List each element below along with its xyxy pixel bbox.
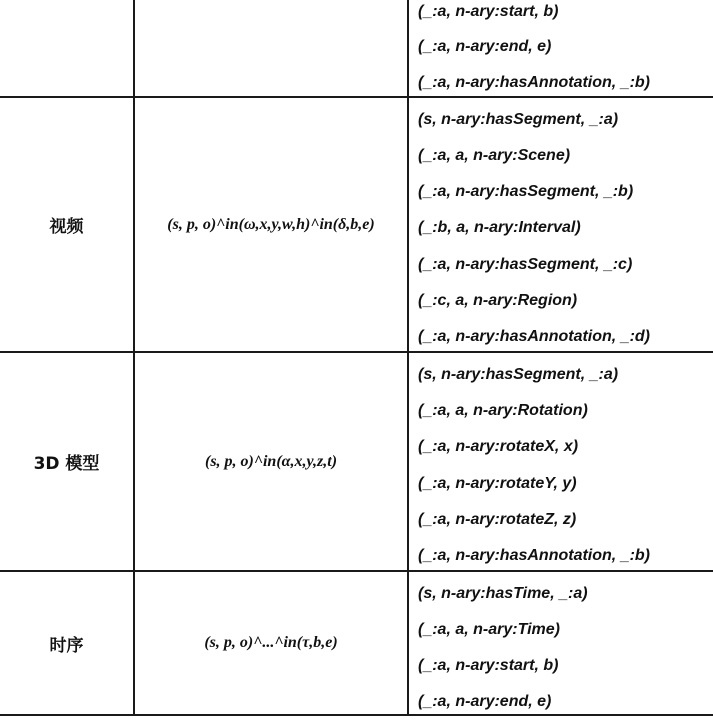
triple: (s, n-ary:hasSegment, _:a)	[418, 111, 619, 128]
formula-cell: (s, p, o)^...^in(τ,b,e)	[204, 634, 338, 651]
triple: (_:a, n-ary:start, b)	[418, 657, 559, 674]
triple: (_:a, n-ary:end, e)	[418, 693, 552, 710]
triple: (_:c, a, n-ary:Region)	[418, 292, 578, 309]
triple: (s, n-ary:hasSegment, _:a)	[418, 366, 619, 383]
triple: (_:a, n-ary:rotateY, y)	[418, 475, 577, 492]
triple: (_:a, n-ary:hasAnnotation, _:b)	[418, 547, 651, 564]
triple: (_:a, a, n-ary:Time)	[418, 621, 560, 638]
triple: (_:a, n-ary:hasAnnotation, _:b)	[418, 74, 651, 91]
table-bottom-border	[0, 714, 713, 716]
formula-cell: (s, p, o)^in(α,x,y,z,t)	[204, 452, 338, 470]
triple: (_:a, n-ary:hasSegment, _:c)	[418, 256, 633, 273]
triple: (_:a, n-ary:end, e)	[418, 38, 552, 55]
formula-cell: (s, p, o)^in(ω,x,y,w,h)^in(δ,b,e)	[167, 215, 375, 233]
media-type-cell: 时序	[49, 635, 84, 656]
triple: (_:b, a, n-ary:Interval)	[418, 219, 581, 236]
triple: (_:a, n-ary:rotateX, x)	[418, 438, 579, 455]
triple: (_:a, a, n-ary:Scene)	[418, 147, 571, 164]
triple: (_:a, n-ary:rotateZ, z)	[418, 511, 577, 528]
column-divider	[407, 0, 409, 716]
triple: (_:a, n-ary:start, b)	[418, 3, 559, 20]
triple: (s, n-ary:hasTime, _:a)	[418, 585, 588, 602]
media-type-cell: 3D 模型	[33, 454, 100, 474]
triple: (_:a, n-ary:hasAnnotation, _:d)	[418, 328, 651, 345]
media-type-cell: 视频	[49, 217, 84, 237]
triple: (_:a, n-ary:hasSegment, _:b)	[418, 183, 634, 200]
triple: (_:a, a, n-ary:Rotation)	[418, 402, 588, 419]
